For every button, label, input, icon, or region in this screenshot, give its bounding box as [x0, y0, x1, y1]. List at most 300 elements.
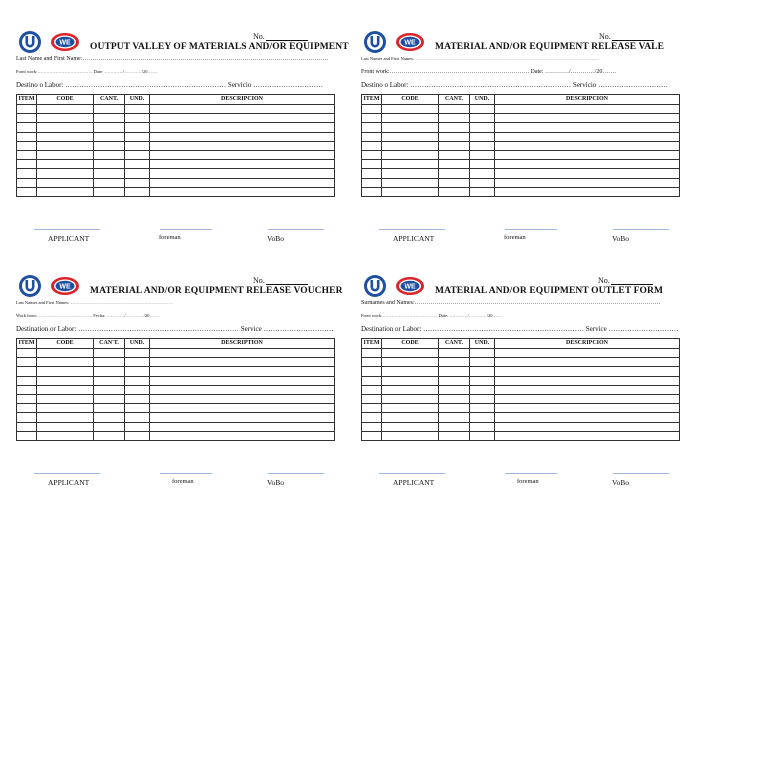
column-header: CODE [37, 339, 94, 349]
front-work-date-line[interactable]: Front work:………………………………. Date: …………/…………/20……. [361, 313, 503, 318]
table-cell[interactable] [470, 141, 495, 150]
table-cell[interactable] [94, 367, 125, 376]
table-cell[interactable] [382, 349, 439, 358]
table-cell[interactable] [439, 413, 470, 422]
table-cell[interactable] [362, 123, 382, 132]
table-cell[interactable] [94, 141, 125, 150]
table-cell[interactable] [495, 422, 680, 431]
logo-group [363, 30, 427, 54]
table-cell[interactable] [439, 169, 470, 178]
table-cell[interactable] [150, 367, 335, 376]
table-cell[interactable] [470, 105, 495, 114]
table-cell[interactable] [37, 160, 94, 169]
table-cell[interactable] [495, 141, 680, 150]
table-cell[interactable] [439, 367, 470, 376]
table-cell[interactable] [150, 349, 335, 358]
table-cell[interactable] [495, 169, 680, 178]
column-header: UND. [470, 95, 495, 105]
table-cell[interactable] [37, 422, 94, 431]
table-cell[interactable] [94, 422, 125, 431]
table-cell[interactable] [495, 123, 680, 132]
table-cell[interactable] [94, 413, 125, 422]
table-header-row [362, 339, 680, 349]
company-logo [18, 274, 82, 298]
table-cell[interactable] [17, 376, 37, 385]
destination-service-line[interactable]: Destino o Labor: …………………………………………………………… Servicio ………………………… [16, 81, 324, 89]
table-cell[interactable] [439, 141, 470, 150]
form-number-field[interactable] [266, 32, 308, 41]
table-row [17, 413, 335, 422]
we-logo-icon [396, 277, 424, 295]
table-cell[interactable] [382, 169, 439, 178]
table-row [362, 367, 680, 376]
name-field-line[interactable]: Surnames and Names:…………………………………………………………………………………………………………… [361, 300, 661, 306]
table-cell[interactable] [94, 169, 125, 178]
table-row [362, 150, 680, 159]
table-cell[interactable] [470, 169, 495, 178]
company-logo [363, 274, 427, 298]
table-cell[interactable] [470, 150, 495, 159]
table-cell[interactable] [37, 376, 94, 385]
form-number [598, 276, 653, 285]
table-row [17, 404, 335, 413]
table-cell[interactable] [470, 431, 495, 440]
table-cell[interactable] [470, 132, 495, 141]
form-number [599, 32, 654, 41]
table-cell[interactable] [470, 376, 495, 385]
table-cell[interactable] [17, 105, 37, 114]
form-number [253, 32, 308, 41]
table-cell[interactable] [94, 404, 125, 413]
foreman-label: foreman [517, 478, 539, 485]
table-cell[interactable] [125, 187, 150, 196]
table-row [17, 114, 335, 123]
we-logo-icon [396, 33, 424, 51]
table-cell[interactable] [150, 187, 335, 196]
vobo-signature-line [613, 473, 669, 474]
table-row [362, 358, 680, 367]
table-cell[interactable] [362, 413, 382, 422]
table-cell[interactable] [382, 385, 439, 394]
table-cell[interactable] [439, 123, 470, 132]
table-cell[interactable] [382, 105, 439, 114]
table-cell[interactable] [17, 431, 37, 440]
table-cell[interactable] [495, 132, 680, 141]
table-cell[interactable] [382, 114, 439, 123]
table-cell[interactable] [470, 385, 495, 394]
table-cell[interactable] [362, 422, 382, 431]
table-cell[interactable] [17, 404, 37, 413]
table-cell[interactable] [495, 376, 680, 385]
table-cell[interactable] [37, 349, 94, 358]
destination-service-line[interactable]: Destination or Labor: …………………………………………………………… Service ………………………… [361, 325, 679, 333]
foreman-signature-line [505, 229, 557, 230]
table-cell[interactable] [94, 105, 125, 114]
table-cell[interactable] [382, 431, 439, 440]
table-cell[interactable] [94, 114, 125, 123]
u-logo-icon [364, 31, 386, 53]
table-cell[interactable] [382, 422, 439, 431]
table-cell[interactable] [439, 114, 470, 123]
table-cell[interactable] [94, 178, 125, 187]
table-cell[interactable] [37, 431, 94, 440]
table-cell[interactable] [439, 160, 470, 169]
table-cell[interactable] [470, 178, 495, 187]
table-row [17, 422, 335, 431]
table-cell[interactable] [382, 376, 439, 385]
table-cell[interactable] [439, 132, 470, 141]
table-cell[interactable] [495, 160, 680, 169]
table-cell[interactable] [495, 413, 680, 422]
table-cell[interactable] [470, 404, 495, 413]
table-cell[interactable] [439, 376, 470, 385]
name-field-line[interactable]: Last Names and First Names:…………………………………………………………………………………………………………… [361, 56, 599, 61]
table-cell[interactable] [17, 169, 37, 178]
svg-text:WE: WE [404, 283, 416, 291]
table-cell[interactable] [94, 431, 125, 440]
applicant-signature-line [34, 229, 100, 230]
table-cell[interactable] [17, 349, 37, 358]
form-number [253, 276, 308, 285]
table-cell[interactable] [150, 422, 335, 431]
table-cell[interactable] [362, 114, 382, 123]
applicant-signature-line [379, 473, 445, 474]
table-row [17, 349, 335, 358]
table-cell[interactable] [37, 114, 94, 123]
table-cell[interactable] [495, 178, 680, 187]
table-cell[interactable] [362, 105, 382, 114]
table-cell[interactable] [439, 431, 470, 440]
form-number-field[interactable] [612, 32, 654, 41]
table-cell[interactable] [125, 404, 150, 413]
table-cell[interactable] [382, 132, 439, 141]
column-header: UND. [125, 339, 150, 349]
items-table [16, 94, 335, 197]
table-cell[interactable] [362, 404, 382, 413]
column-header: DESCRIPTION [150, 339, 335, 349]
form-output-valley [16, 30, 361, 260]
table-cell[interactable] [362, 376, 382, 385]
table-cell[interactable] [17, 187, 37, 196]
logo-group [18, 30, 82, 54]
table-cell[interactable] [150, 178, 335, 187]
table-cell[interactable] [439, 178, 470, 187]
u-logo-icon [19, 275, 41, 297]
table-cell[interactable] [94, 123, 125, 132]
table-cell[interactable] [17, 160, 37, 169]
table-cell[interactable] [17, 385, 37, 394]
table-cell[interactable] [470, 358, 495, 367]
column-header: ITEM [17, 95, 37, 105]
table-cell[interactable] [362, 385, 382, 394]
u-logo-icon [19, 31, 41, 53]
form-release-voucher [16, 274, 361, 504]
table-header-row [362, 95, 680, 105]
table-row [362, 114, 680, 123]
table-cell[interactable] [362, 187, 382, 196]
table-cell[interactable] [470, 349, 495, 358]
table-cell[interactable] [150, 105, 335, 114]
table-cell[interactable] [362, 178, 382, 187]
destination-service-line[interactable]: Destino o Labor: …………………………………………………………… Servicio ………………………… [361, 81, 669, 89]
table-cell[interactable] [150, 413, 335, 422]
table-cell[interactable] [125, 150, 150, 159]
form-number-label: No. [598, 276, 610, 285]
table-row [17, 394, 335, 403]
vobo-label: VoBo [612, 234, 629, 243]
table-row [362, 413, 680, 422]
table-cell[interactable] [17, 358, 37, 367]
table-cell[interactable] [439, 394, 470, 403]
table-cell[interactable] [125, 367, 150, 376]
table-cell[interactable] [125, 114, 150, 123]
table-cell[interactable] [125, 178, 150, 187]
applicant-signature-line [34, 473, 100, 474]
table-cell[interactable] [94, 187, 125, 196]
vobo-label: VoBo [612, 478, 629, 487]
table-cell[interactable] [470, 422, 495, 431]
table-cell[interactable] [362, 132, 382, 141]
column-header: CODE [382, 339, 439, 349]
table-cell[interactable] [37, 404, 94, 413]
table-row [362, 349, 680, 358]
table-cell[interactable] [150, 358, 335, 367]
table-cell[interactable] [125, 349, 150, 358]
table-cell[interactable] [37, 178, 94, 187]
table-cell[interactable] [37, 394, 94, 403]
foreman-label: foreman [172, 478, 194, 485]
table-cell[interactable] [125, 358, 150, 367]
table-cell[interactable] [37, 187, 94, 196]
table-row [362, 169, 680, 178]
column-header: CAN'T. [94, 339, 125, 349]
table-cell[interactable] [17, 394, 37, 403]
table-cell[interactable] [94, 132, 125, 141]
table-cell[interactable] [37, 132, 94, 141]
column-header: UND. [470, 339, 495, 349]
table-cell[interactable] [439, 349, 470, 358]
table-cell[interactable] [362, 394, 382, 403]
table-cell[interactable] [37, 141, 94, 150]
table-row [17, 376, 335, 385]
table-cell[interactable] [362, 150, 382, 159]
table-cell[interactable] [150, 114, 335, 123]
foreman-signature-line [505, 473, 557, 474]
table-cell[interactable] [94, 394, 125, 403]
table-cell[interactable] [17, 413, 37, 422]
table-cell[interactable] [382, 123, 439, 132]
table-cell[interactable] [495, 349, 680, 358]
table-cell[interactable] [17, 150, 37, 159]
table-cell[interactable] [150, 385, 335, 394]
table-row [17, 187, 335, 196]
table-cell[interactable] [17, 114, 37, 123]
column-header: CANT. [439, 339, 470, 349]
vobo-signature-line [268, 229, 324, 230]
logo-group [18, 274, 82, 298]
table-cell[interactable] [382, 404, 439, 413]
table-cell[interactable] [362, 367, 382, 376]
table-cell[interactable] [439, 187, 470, 196]
table-cell[interactable] [495, 367, 680, 376]
column-header: ITEM [362, 339, 382, 349]
table-cell[interactable] [470, 413, 495, 422]
table-cell[interactable] [382, 367, 439, 376]
table-cell[interactable] [439, 105, 470, 114]
table-cell[interactable] [439, 422, 470, 431]
table-cell[interactable] [495, 105, 680, 114]
table-cell[interactable] [439, 150, 470, 159]
table-cell[interactable] [150, 376, 335, 385]
table-cell[interactable] [150, 150, 335, 159]
table-header-row [17, 95, 335, 105]
applicant-signature-line [379, 229, 445, 230]
table-cell[interactable] [37, 413, 94, 422]
table-cell[interactable] [439, 385, 470, 394]
table-cell[interactable] [362, 160, 382, 169]
form-number-label: No. [599, 32, 611, 41]
table-cell[interactable] [17, 132, 37, 141]
table-cell[interactable] [382, 160, 439, 169]
front-work-date-line[interactable]: Front work:……………………………………………………………. Date: …………/…………/20……. [361, 69, 616, 75]
table-row [362, 141, 680, 150]
table-cell[interactable] [382, 358, 439, 367]
table-cell[interactable] [37, 169, 94, 178]
table-cell[interactable] [94, 376, 125, 385]
table-cell[interactable] [495, 187, 680, 196]
applicant-label: APPLICANT [48, 478, 90, 487]
table-cell[interactable] [125, 169, 150, 178]
table-cell[interactable] [150, 394, 335, 403]
table-cell[interactable] [362, 141, 382, 150]
table-cell[interactable] [125, 413, 150, 422]
table-cell[interactable] [495, 431, 680, 440]
destination-service-line[interactable]: Destination or Labor: …………………………………………………………… Service ………………………… [16, 325, 334, 333]
table-cell[interactable] [470, 394, 495, 403]
table-cell[interactable] [150, 132, 335, 141]
table-cell[interactable] [17, 123, 37, 132]
table-cell[interactable] [150, 160, 335, 169]
svg-text:WE: WE [59, 283, 71, 291]
table-cell[interactable] [362, 349, 382, 358]
table-row [17, 105, 335, 114]
table-cell[interactable] [17, 367, 37, 376]
logo-group [363, 274, 427, 298]
form-title: MATERIAL AND/OR EQUIPMENT RELEASE VALE [435, 42, 665, 52]
table-cell[interactable] [362, 169, 382, 178]
table-cell[interactable] [470, 160, 495, 169]
table-cell[interactable] [17, 178, 37, 187]
table-row [17, 358, 335, 367]
table-cell[interactable] [125, 376, 150, 385]
table-cell[interactable] [495, 404, 680, 413]
table-cell[interactable] [17, 422, 37, 431]
front-work-date-line[interactable]: Front work:………………………………. Date: …………/…………/20……. [16, 69, 158, 74]
table-row [362, 178, 680, 187]
table-row [362, 132, 680, 141]
table-cell[interactable] [470, 367, 495, 376]
table-cell[interactable] [37, 150, 94, 159]
table-row [17, 132, 335, 141]
table-cell[interactable] [37, 105, 94, 114]
table-cell[interactable] [382, 187, 439, 196]
form-number-field[interactable] [611, 276, 653, 285]
table-cell[interactable] [37, 358, 94, 367]
table-cell[interactable] [125, 385, 150, 394]
table-cell[interactable] [495, 150, 680, 159]
table-cell[interactable] [125, 394, 150, 403]
table-cell[interactable] [470, 114, 495, 123]
front-work-date-line[interactable]: Work front:………………………………. Fecha: …………/…………/20……. [16, 313, 160, 318]
vobo-signature-line [613, 229, 669, 230]
table-cell[interactable] [125, 132, 150, 141]
table-cell[interactable] [150, 123, 335, 132]
table-cell[interactable] [150, 431, 335, 440]
company-logo [363, 30, 427, 54]
table-cell[interactable] [125, 141, 150, 150]
table-cell[interactable] [37, 385, 94, 394]
column-header: DESCRIPCION [495, 339, 680, 349]
table-row [17, 367, 335, 376]
table-cell[interactable] [150, 404, 335, 413]
table-cell[interactable] [362, 358, 382, 367]
table-cell[interactable] [94, 150, 125, 159]
table-cell[interactable] [382, 413, 439, 422]
table-cell[interactable] [125, 105, 150, 114]
table-cell[interactable] [37, 123, 94, 132]
table-cell[interactable] [150, 169, 335, 178]
table-cell[interactable] [495, 358, 680, 367]
table-cell[interactable] [125, 431, 150, 440]
table-cell[interactable] [150, 141, 335, 150]
table-cell[interactable] [94, 385, 125, 394]
table-cell[interactable] [94, 160, 125, 169]
table-cell[interactable] [470, 123, 495, 132]
table-cell[interactable] [125, 422, 150, 431]
form-outlet [361, 274, 706, 504]
table-cell[interactable] [495, 385, 680, 394]
column-header: DESCRIPCION [495, 95, 680, 105]
form-number-label: No. [253, 32, 265, 41]
items-table [16, 338, 335, 441]
table-cell[interactable] [94, 358, 125, 367]
table-row [362, 187, 680, 196]
table-cell[interactable] [439, 358, 470, 367]
column-header: ITEM [17, 339, 37, 349]
table-cell[interactable] [94, 349, 125, 358]
table-cell[interactable] [382, 150, 439, 159]
table-cell[interactable] [495, 394, 680, 403]
table-cell[interactable] [495, 114, 680, 123]
table-cell[interactable] [382, 178, 439, 187]
applicant-label: APPLICANT [393, 478, 435, 487]
table-cell[interactable] [470, 187, 495, 196]
table-cell[interactable] [17, 141, 37, 150]
table-cell[interactable] [125, 160, 150, 169]
table-cell[interactable] [37, 367, 94, 376]
name-field-line[interactable]: Last Name and First Name:…………………………………………………………………………………………………………… [16, 56, 329, 62]
table-cell[interactable] [439, 404, 470, 413]
table-row [17, 123, 335, 132]
form-number-field[interactable] [266, 276, 308, 285]
table-row [17, 150, 335, 159]
table-cell[interactable] [382, 141, 439, 150]
name-field-line[interactable]: Last Names and First Names:…………………………………………………………… [16, 300, 173, 305]
table-cell[interactable] [382, 394, 439, 403]
table-cell[interactable] [362, 431, 382, 440]
table-cell[interactable] [125, 123, 150, 132]
u-logo-icon [364, 275, 386, 297]
